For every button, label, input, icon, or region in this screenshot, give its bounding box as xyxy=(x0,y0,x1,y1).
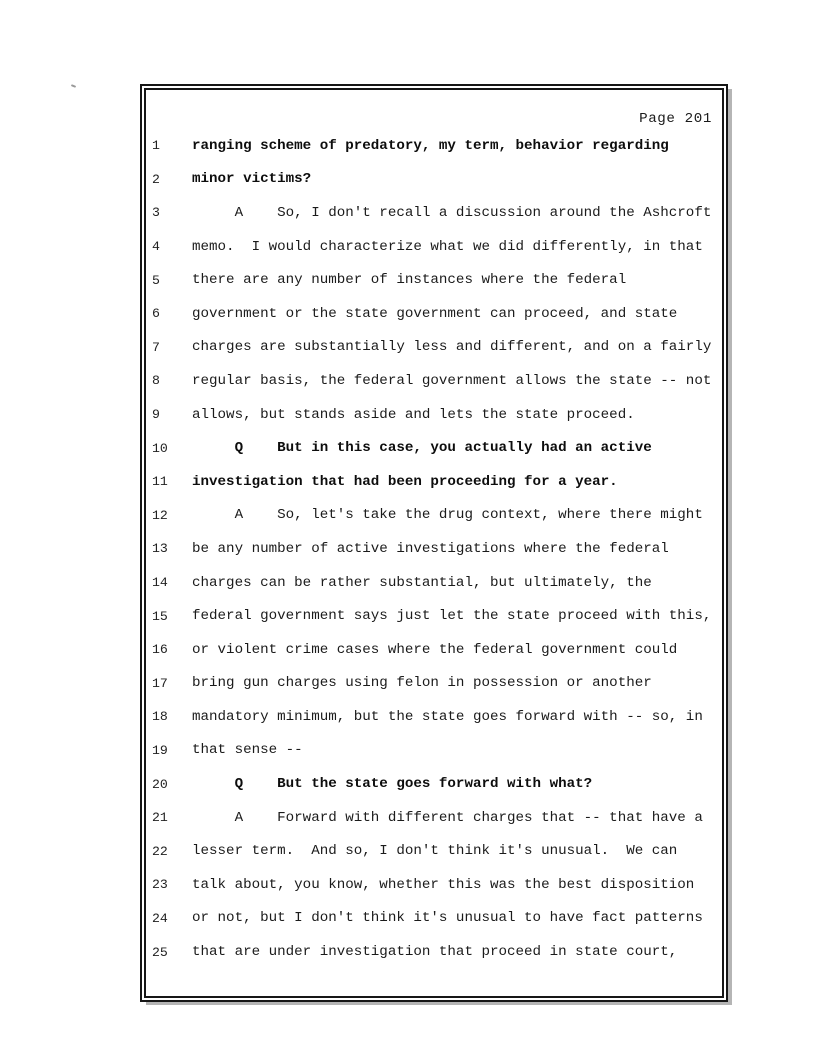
transcript-line xyxy=(146,297,722,331)
line-text: lesser term. And so, I don't think it's unusual. We can xyxy=(192,843,678,860)
transcript-line xyxy=(146,331,722,365)
transcript-line xyxy=(146,163,722,197)
line-text: regular basis, the federal government allows the state -- not xyxy=(192,372,712,389)
line-text: A Forward with different charges that -- that have a xyxy=(192,809,703,826)
transcript-line xyxy=(146,465,722,499)
line-number: 12 xyxy=(152,507,168,523)
line-number: 4 xyxy=(152,239,160,255)
line-text: be any number of active investigations where the federal xyxy=(192,540,669,557)
line-text: Q But in this case, you actually had an active xyxy=(192,440,652,457)
transcript-line xyxy=(146,532,722,566)
line-text: charges are substantially less and different, and on a fairly xyxy=(192,339,712,356)
line-text: allows, but stands aside and lets the state proceed. xyxy=(192,406,635,423)
line-number: 11 xyxy=(152,474,168,490)
line-number: 15 xyxy=(152,608,168,624)
line-number: 8 xyxy=(152,373,160,389)
line-text: mandatory minimum, but the state goes forward with -- so, in xyxy=(192,708,703,725)
line-number: 22 xyxy=(152,843,168,859)
line-number: 9 xyxy=(152,407,160,423)
line-text: or not, but I don't think it's unusual to have fact patterns xyxy=(192,910,703,927)
line-text: that sense -- xyxy=(192,742,303,759)
transcript-line xyxy=(146,431,722,465)
line-number: 2 xyxy=(152,171,160,187)
line-number: 14 xyxy=(152,575,168,591)
transcript-line xyxy=(146,834,722,868)
transcript-line xyxy=(146,398,722,432)
line-number: 16 xyxy=(152,642,168,658)
transcript-line xyxy=(146,700,722,734)
line-number: 19 xyxy=(152,742,168,758)
line-text: government or the state government can proceed, and state xyxy=(192,305,678,322)
line-number: 25 xyxy=(152,944,168,960)
line-number: 1 xyxy=(152,138,160,154)
transcript-line xyxy=(146,230,722,264)
line-text: ranging scheme of predatory, my term, behavior regarding xyxy=(192,137,669,154)
transcript-body xyxy=(146,129,722,969)
line-number: 7 xyxy=(152,339,160,355)
transcript-line xyxy=(146,633,722,667)
transcript-line xyxy=(146,196,722,230)
transcript-line xyxy=(146,935,722,969)
transcript-line xyxy=(146,129,722,163)
line-number: 5 xyxy=(152,272,160,288)
line-number: 20 xyxy=(152,776,168,792)
line-text: bring gun charges using felon in possession or another xyxy=(192,675,652,692)
transcript-page-inner-border xyxy=(144,88,724,998)
line-text: that are under investigation that proceed in state court, xyxy=(192,944,678,961)
transcript-line xyxy=(146,263,722,297)
transcript-line xyxy=(146,599,722,633)
line-number: 17 xyxy=(152,675,168,691)
line-text: minor victims? xyxy=(192,171,312,188)
scan-speck xyxy=(71,84,76,88)
transcript-line xyxy=(146,364,722,398)
transcript-line xyxy=(146,734,722,768)
line-number: 23 xyxy=(152,877,168,893)
line-text: or violent crime cases where the federal government could xyxy=(192,641,678,658)
line-text: talk about, you know, whether this was the best disposition xyxy=(192,876,695,893)
line-number: 10 xyxy=(152,440,168,456)
line-number: 24 xyxy=(152,910,168,926)
page-number: Page 201 xyxy=(639,111,712,127)
transcript-line xyxy=(146,902,722,936)
transcript-line xyxy=(146,801,722,835)
line-text: investigation that had been proceeding for a year. xyxy=(192,473,618,490)
line-text: Q But the state goes forward with what? xyxy=(192,776,593,793)
line-number: 21 xyxy=(152,810,168,826)
line-text: there are any number of instances where the federal xyxy=(192,272,627,289)
line-text: federal government says just let the state proceed with this, xyxy=(192,608,712,625)
transcript-line xyxy=(146,868,722,902)
line-number: 6 xyxy=(152,306,160,322)
line-text: charges can be rather substantial, but ultimately, the xyxy=(192,574,652,591)
transcript-page xyxy=(140,84,728,1002)
transcript-line xyxy=(146,767,722,801)
line-text: memo. I would characterize what we did differently, in that xyxy=(192,238,703,255)
transcript-line xyxy=(146,566,722,600)
line-number: 18 xyxy=(152,709,168,725)
line-number: 13 xyxy=(152,541,168,557)
line-text: A So, let's take the drug context, where there might xyxy=(192,507,703,524)
line-number: 3 xyxy=(152,205,160,221)
transcript-line xyxy=(146,667,722,701)
line-text: A So, I don't recall a discussion around the Ashcroft xyxy=(192,204,712,221)
transcript-line xyxy=(146,499,722,533)
